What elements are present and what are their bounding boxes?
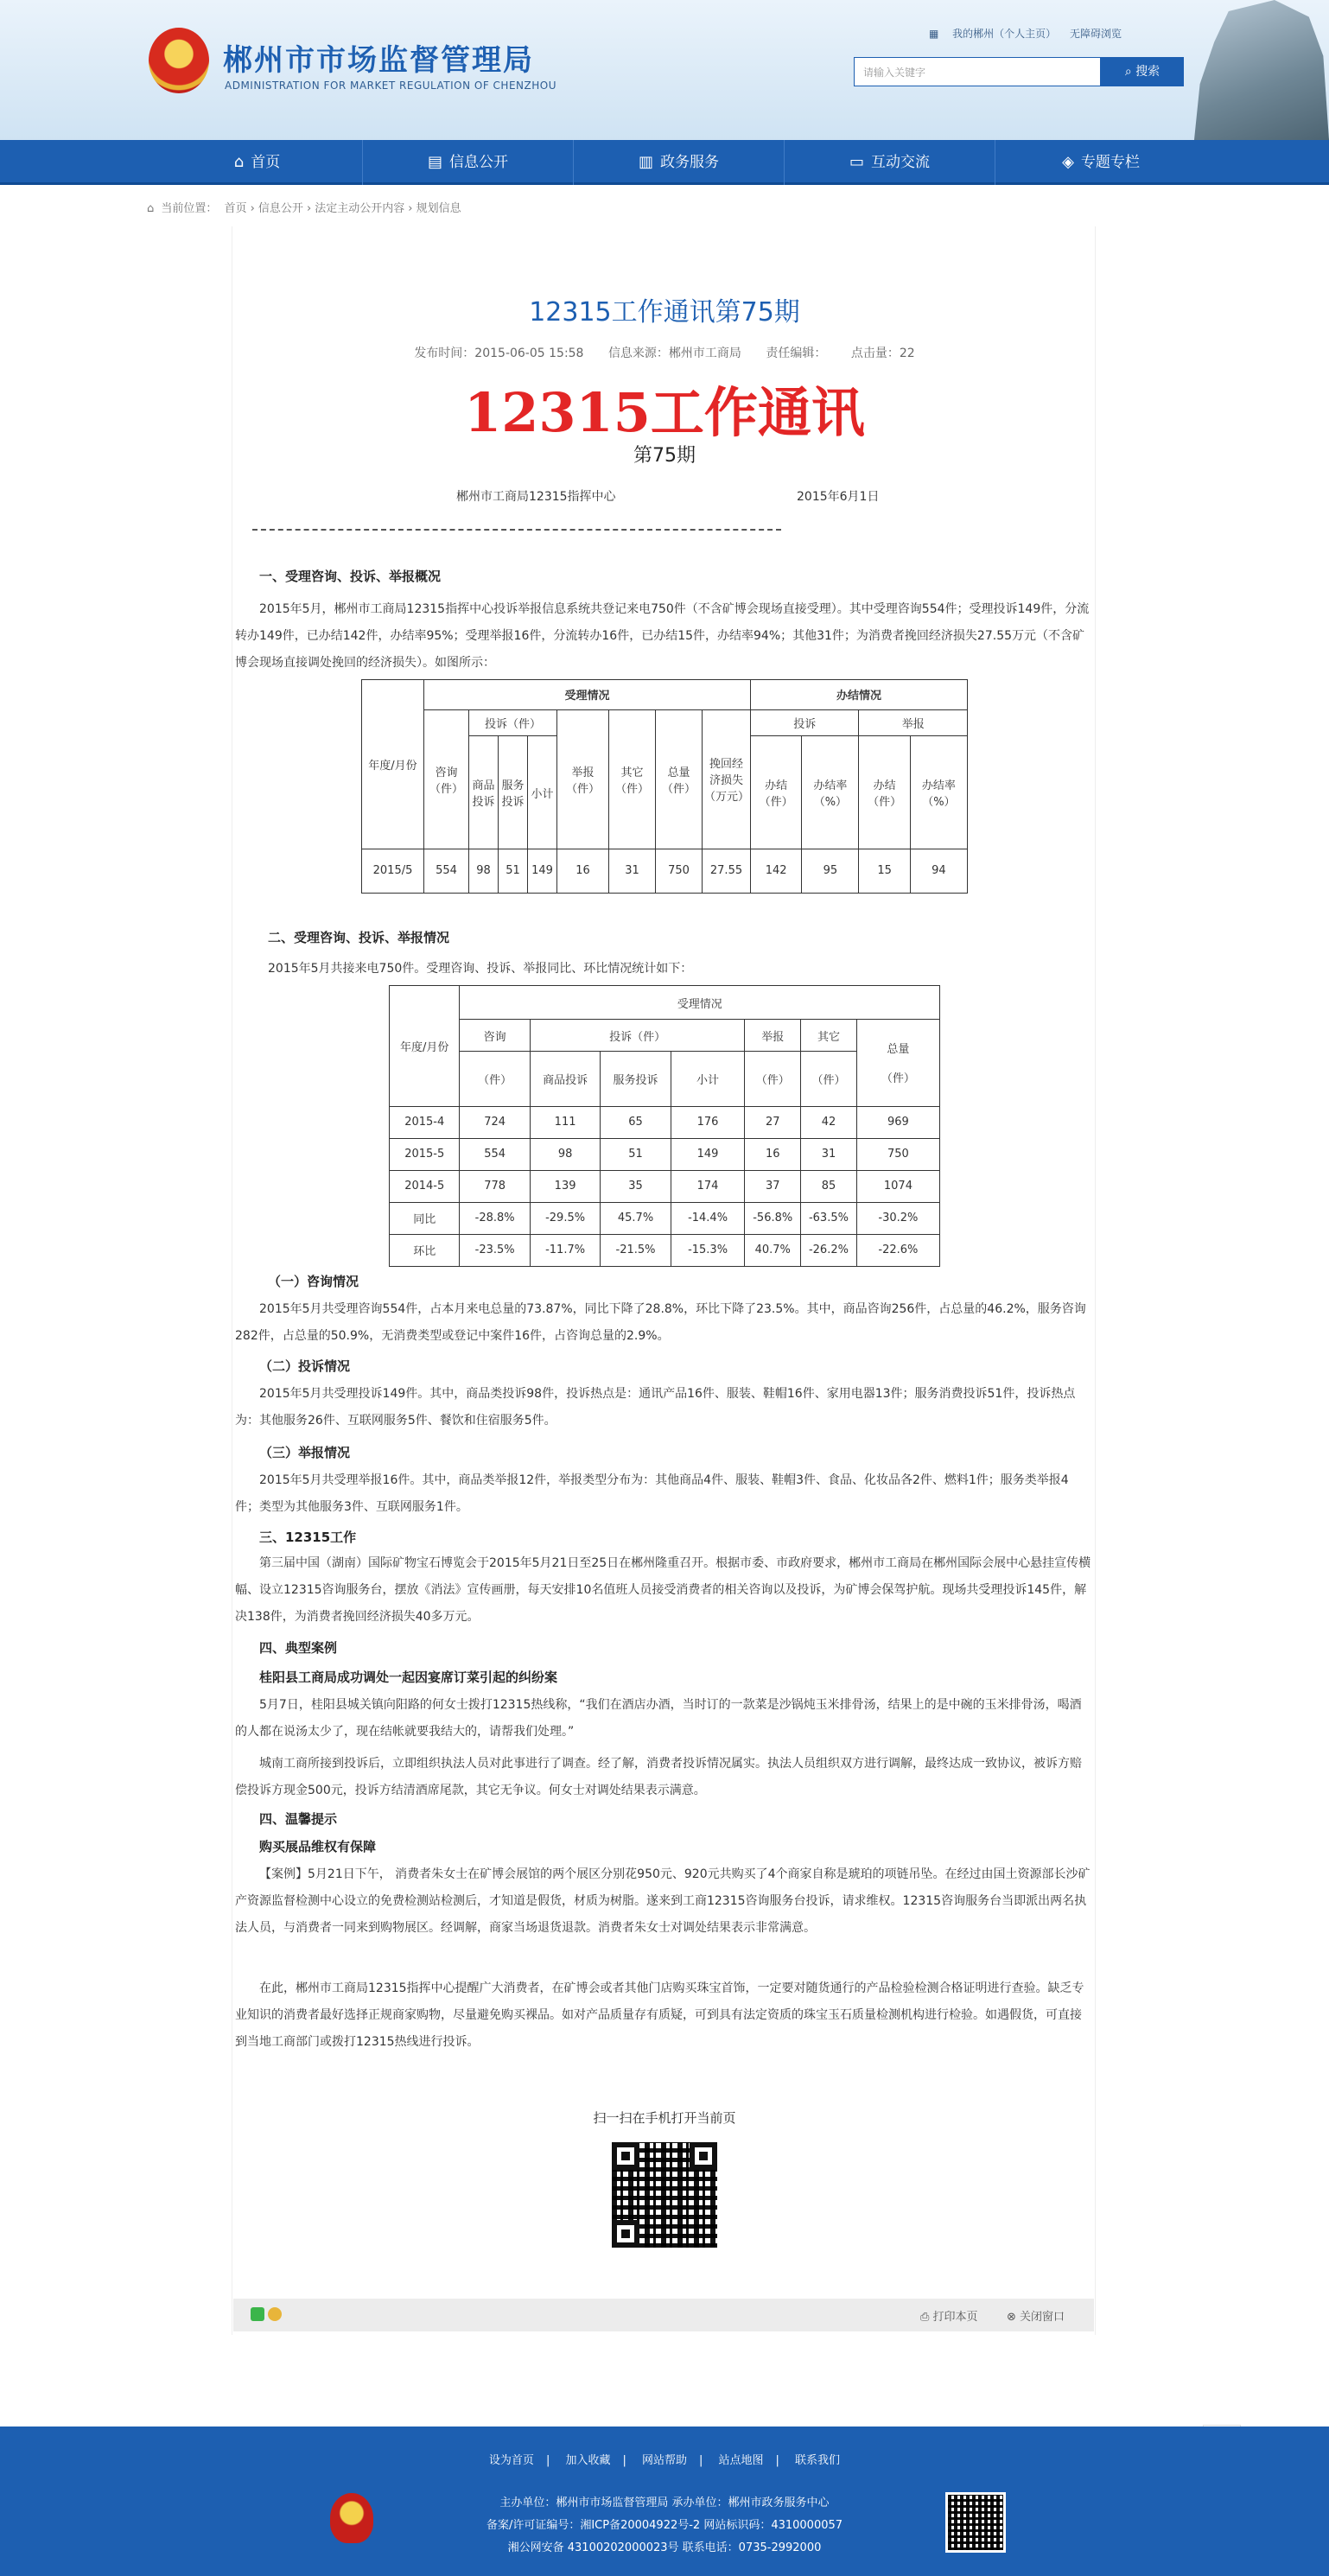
subsection-heading: （三）举报情况	[259, 1445, 351, 1460]
site-subtitle: ADMINISTRATION FOR MARKET REGULATION OF CHENZHOU	[225, 80, 556, 92]
table-header: 办结情况	[751, 680, 968, 710]
help-link[interactable]: 网站帮助	[641, 2454, 687, 2467]
nav-label: 首页	[251, 154, 281, 171]
contact-link[interactable]: 联系我们	[795, 2454, 841, 2467]
site-footer	[0, 2427, 1329, 2576]
close-icon: ⊗	[1007, 2311, 1021, 2324]
table-header: 办结（件）	[859, 736, 910, 849]
table-header: （件）	[460, 1052, 530, 1106]
close-window-button[interactable]	[1007, 2307, 1065, 2324]
table-header: 挽回经济损失（万元）	[703, 709, 751, 849]
qr-finder	[612, 2142, 639, 2170]
table-cell: 139	[530, 1170, 600, 1202]
table-header: 咨询（件）	[424, 709, 469, 849]
table-cell: 40.7%	[745, 1234, 801, 1266]
footer-qrcode	[945, 2492, 1006, 2553]
header-text: 总量	[887, 1043, 910, 1057]
table-row	[390, 1106, 940, 1138]
table-cell: -28.8%	[460, 1202, 530, 1234]
table-cell: 45.7%	[601, 1202, 671, 1234]
table-cell: 176	[671, 1106, 745, 1138]
table-cell: 51	[601, 1138, 671, 1170]
main-nav	[0, 140, 1329, 185]
table-row	[390, 1202, 940, 1234]
table-cell: 111	[530, 1106, 600, 1138]
table-cell: 2015/5	[362, 849, 424, 893]
nav-label: 信息公开	[449, 154, 508, 171]
table-row	[362, 849, 968, 893]
add-favorite-link[interactable]: 加入收藏	[565, 2454, 611, 2467]
table-cell: 同比	[390, 1202, 460, 1234]
issue-date: 2015年6月1日	[797, 490, 880, 504]
table-cell: -29.5%	[530, 1202, 600, 1234]
table-cell: 750	[856, 1138, 939, 1170]
table-cell: 778	[460, 1170, 530, 1202]
paragraph: 2015年5月，郴州市工商局12315指挥中心投诉举报信息系统共登记来电750件（不含矿博会现场直接受理）。其中受理咨询554件；受理投诉149件，分流转办149件，已办结142件，办结率95%；受理举报16件，分流转办16件，已办结15件，办结率94%；其他31件；为消费者挽回经济损失27.55万元（不含矿博会现场直接调处挽回的经济损失）。如图所示：	[235, 602, 1090, 670]
article-title: 12315工作通讯第75期	[529, 297, 800, 328]
table-cell: 149	[671, 1138, 745, 1170]
table-cell: 51	[499, 849, 528, 893]
nav-label: 政务服务	[660, 154, 719, 171]
nav-label: 互动交流	[871, 154, 930, 171]
summary-table	[361, 679, 968, 894]
chat-icon: ▭	[849, 153, 864, 171]
table-header: 其它（件）	[609, 709, 656, 849]
editor: 责任编辑：	[766, 347, 827, 360]
nav-gov-service[interactable]	[574, 140, 785, 185]
table-header: 办结率（%）	[802, 736, 859, 849]
qr-finder	[612, 2220, 639, 2248]
table-cell: 37	[745, 1170, 801, 1202]
document-icon: ▤	[427, 153, 442, 171]
paragraph: 2015年5月共接来电750件。受理咨询、投诉、举报同比、环比情况统计如下：	[268, 962, 693, 976]
table-header: 商品投诉	[530, 1052, 600, 1106]
footer-icp: 备案/许可证编号：湘ICP备20004922号-2 网站标识码：4310000057	[486, 2519, 843, 2532]
table-cell: 724	[460, 1106, 530, 1138]
subsection-heading: （一）咨询情况	[268, 1274, 359, 1289]
breadcrumb-plan[interactable]: 规划信息	[416, 202, 461, 215]
article-meta	[0, 344, 1329, 361]
nav-interaction[interactable]	[785, 140, 995, 185]
paragraph: 城南工商所接到投诉后，立即组织执法人员对此事进行了调查。经了解，消费者投诉情况属实。执法人员组织双方进行调解，最终达成一致协议，被诉方赔偿投诉方现金500元，投诉方结清酒席尾款，其它无争议。何女士对调处结果表示满意。	[235, 1757, 1082, 1797]
sitemap-link[interactable]: 站点地图	[718, 2454, 764, 2467]
table-cell: 85	[801, 1170, 857, 1202]
qrcode-link[interactable]: ▦	[929, 28, 939, 40]
table-cell: 31	[801, 1138, 857, 1170]
search-icon: ⌕	[1124, 65, 1136, 79]
top-links	[929, 26, 1132, 41]
table-cell: 750	[656, 849, 703, 893]
print-button[interactable]	[920, 2307, 978, 2324]
table-cell: 2015-4	[390, 1106, 460, 1138]
service-icon: ▥	[638, 153, 653, 171]
table-header: 办结率（%）	[910, 736, 967, 849]
table-cell: -21.5%	[601, 1234, 671, 1266]
footer-host: 主办单位：郴州市市场监督管理局 承办单位：郴州市政务服务中心	[499, 2496, 830, 2509]
header-unit: （件）	[881, 1072, 915, 1086]
set-homepage-link[interactable]: 设为首页	[488, 2454, 534, 2467]
table-cell: 149	[528, 849, 557, 893]
table-header: 受理情况	[460, 986, 940, 1020]
table-cell: 95	[802, 849, 859, 893]
table-cell: 15	[859, 849, 910, 893]
paragraph: 第三届中国（湖南）国际矿物宝石博览会于2015年5月21日至25日在郴州隆重召开。根据市委、市政府要求，郴州市工商局在郴州国际会展中心悬挂宣传横幅、设立12315咨询服务台，摆放《消法》宣传画册，每天安排10名值班人员接受消费者的相关咨询以及投诉，为矿博会保驾护航。现场共受理投诉145件，解决138件，为消费者挽回经济损失40多万元。	[235, 1556, 1091, 1624]
nav-home[interactable]	[152, 140, 363, 185]
issuing-org: 郴州市工商局12315指挥中心	[456, 490, 616, 504]
table-header: 举报	[745, 1020, 801, 1052]
table-cell: -22.6%	[856, 1234, 939, 1266]
breadcrumb-home[interactable]: 首页	[224, 202, 247, 215]
breadcrumb: ⌂ 当前位置： 首页 › 信息公开 › 法定主动公开内容 › 规划信息	[147, 202, 461, 215]
home-icon: ⌂	[233, 153, 245, 171]
table-cell: -63.5%	[801, 1202, 857, 1234]
table-header: （件）	[801, 1052, 857, 1106]
paragraph: 2015年5月共受理投诉149件。其中，商品类投诉98件，投诉热点是：通讯产品16件、服装、鞋帽16件、家用电器13件；服务消费投诉51件，投诉热点为：其他服务26件、互联网服务5件、餐饮和住宿服务5件。	[235, 1387, 1076, 1428]
nav-topics[interactable]	[995, 140, 1206, 185]
table-row	[390, 1138, 940, 1170]
close-label: 关闭窗口	[1020, 2311, 1065, 2324]
table-cell: 554	[460, 1138, 530, 1170]
table-header: （件）	[745, 1052, 801, 1106]
section-heading: 四、温馨提示	[259, 1811, 338, 1827]
table-header: 投诉（件）	[469, 709, 557, 736]
table-cell: 2014-5	[390, 1170, 460, 1202]
table-cell: 16	[745, 1138, 801, 1170]
qr-caption: 扫一扫在手机打开当前页	[593, 2110, 736, 2126]
paragraph: 在此，郴州市工商局12315指挥中心提醒广大消费者，在矿博会或者其他门店购买珠宝首饰，一定要对随货通行的产品检验检测合格证明进行查验。缺乏专业知识的消费者最好选择正规商家购物，尽量避免购买裸品。如对产品质量存有质疑，可到具有法定资质的珠宝玉石质量检测机构进行检验。如遇假货，可直接到当地工商部门或拨打12315热线进行投诉。	[235, 1981, 1084, 2049]
table-header	[856, 1020, 939, 1106]
table-header: 投诉	[751, 709, 859, 736]
comparison-table	[389, 985, 940, 1267]
table-cell: 1074	[856, 1170, 939, 1202]
footer-police: 湘公网安备 43100202000023号 联系电话：0735-2992000	[507, 2541, 822, 2554]
search-button-label: 搜索	[1135, 65, 1160, 79]
table-cell: -56.8%	[745, 1202, 801, 1234]
table-cell: -30.2%	[856, 1202, 939, 1234]
table-cell: -15.3%	[671, 1234, 745, 1266]
table-cell: 环比	[390, 1234, 460, 1266]
nav-label: 专题专栏	[1080, 154, 1140, 171]
table-header: 其它	[801, 1020, 857, 1052]
printer-icon: ⎙	[920, 2311, 933, 2324]
table-header: 服务投诉	[601, 1052, 671, 1106]
search-input[interactable]: 请输入关键字	[854, 57, 1101, 86]
weibo-share-icon[interactable]	[268, 2307, 282, 2321]
breadcrumb-legal[interactable]: 法定主动公开内容	[315, 202, 405, 215]
paragraph: 5月7日，桂阳县城关镇向阳路的何女士拨打12315热线称，“我们在酒店办酒，当时订的一款菜是沙锅炖玉米排骨汤，结果上的是中碗的玉米排骨汤，喝酒的人都在说汤太少了，现在结帐就要我结大的，请帮我们处理。”	[235, 1698, 1082, 1739]
table-cell: -23.5%	[460, 1234, 530, 1266]
breadcrumb-info[interactable]: 信息公开	[258, 202, 303, 215]
share-bar	[233, 2299, 1094, 2331]
paragraph: 2015年5月共受理举报16件。其中，商品类举报12件，举报类型分布为：其他商品4件、服装、鞋帽3件、食品、化妆品各2件、燃料1件；服务类举报4件；类型为其他服务3件、互联网服务1件。	[235, 1473, 1069, 1514]
table-header: 小计	[671, 1052, 745, 1106]
table-cell: 2015-5	[390, 1138, 460, 1170]
table-cell: 142	[751, 849, 802, 893]
table-cell: 174	[671, 1170, 745, 1202]
newsletter-masthead: 12315工作通讯	[464, 381, 865, 444]
subsection-heading: （二）投诉情况	[259, 1358, 351, 1374]
table-cell: 98	[469, 849, 499, 893]
table-header: 投诉（件）	[530, 1020, 745, 1052]
nav-info-disclosure[interactable]	[363, 140, 574, 185]
site-header	[0, 0, 1329, 140]
search-button[interactable]	[1101, 57, 1184, 86]
national-emblem-logo	[149, 28, 209, 93]
breadcrumb-prefix: 当前位置：	[161, 202, 218, 215]
table-header: 总量（件）	[656, 709, 703, 849]
view-count: 点击量：22	[850, 347, 915, 360]
table-cell: 969	[856, 1106, 939, 1138]
table-header: 小计	[528, 736, 557, 849]
table-header: 服务投诉	[499, 736, 528, 849]
table-header: 年度/月份	[390, 986, 460, 1107]
table-cell: 31	[609, 849, 656, 893]
table-cell: 27	[745, 1106, 801, 1138]
table-cell: 94	[910, 849, 967, 893]
table-cell: -11.7%	[530, 1234, 600, 1266]
info-source: 信息来源：郴州市工商局	[607, 347, 741, 360]
home-icon: ⌂	[147, 202, 155, 215]
personal-home-link[interactable]: 我的郴州（个人主页）	[952, 28, 1057, 40]
table-cell: -26.2%	[801, 1234, 857, 1266]
case-title: 桂阳县工商局成功调处一起因宴席订菜引起的纠纷案	[259, 1670, 558, 1685]
table-cell: 98	[530, 1138, 600, 1170]
qr-finder	[690, 2142, 717, 2170]
table-row	[390, 1234, 940, 1266]
stone-lion-image	[1186, 0, 1329, 140]
table-cell: -14.4%	[671, 1202, 745, 1234]
section-heading: 二、受理咨询、投诉、举报情况	[268, 930, 450, 945]
table-header: 办结（件）	[751, 736, 802, 849]
divider	[252, 529, 781, 531]
table-cell: 16	[557, 849, 609, 893]
table-header: 举报	[859, 709, 968, 736]
section-heading: 一、受理咨询、投诉、举报概况	[259, 569, 442, 584]
table-header: 受理情况	[424, 680, 751, 710]
table-cell: 42	[801, 1106, 857, 1138]
table-header: 咨询	[460, 1020, 530, 1052]
site-title[interactable]: 郴州市市场监督管理局	[223, 43, 534, 78]
section-heading: 三、12315工作	[259, 1530, 357, 1545]
table-row	[390, 1170, 940, 1202]
wechat-share-icon[interactable]	[251, 2307, 264, 2321]
table-cell: 65	[601, 1106, 671, 1138]
table-cell: 554	[424, 849, 469, 893]
accessibility-link[interactable]: 无障碍浏览	[1070, 28, 1122, 40]
paragraph: 2015年5月共受理咨询554件，占本月来电总量的73.87%，同比下降了28.8%，环比下降了23.5%。其中，商品咨询256件，占总量的46.2%，服务咨询282件，占总量的50.9%，无消费类型或登记中案件16件，占咨询总量的2.9%。	[235, 1302, 1086, 1343]
table-header: 年度/月份	[362, 680, 424, 849]
paragraph: 【案例】5月21日下午， 消费者朱女士在矿博会展馆的两个展区分别花950元、920元共购买了4个商家自称是琥珀的项链吊坠。在经过由国土资源部长沙矿产资源监督检测中心设立的免费检测站检测后，才知道是假货，材质为树脂。遂来到工商12315咨询服务台投诉，请求维权。12315咨询服务台当即派出两名执法人员，与消费者一同来到购物展区。经调解，商家当场退货退款。消费者朱女士对调处结果表示非常满意。	[235, 1867, 1091, 1935]
publish-time: 发布时间：2015-06-05 15:58	[414, 347, 584, 360]
page-qrcode	[608, 2139, 721, 2251]
tip-title: 购买展品维权有保障	[259, 1839, 377, 1854]
table-cell: 35	[601, 1170, 671, 1202]
table-cell: 27.55	[703, 849, 751, 893]
table-header: 举报（件）	[557, 709, 609, 849]
section-heading: 四、典型案例	[259, 1640, 338, 1656]
footer-links: 设为首页 | 加入收藏 | 网站帮助 | 站点地图 | 联系我们	[488, 2454, 841, 2467]
issue-number: 第75期	[633, 445, 696, 467]
table-header: 商品投诉	[469, 736, 499, 849]
print-label: 打印本页	[932, 2311, 978, 2324]
layers-icon: ◈	[1062, 153, 1074, 171]
